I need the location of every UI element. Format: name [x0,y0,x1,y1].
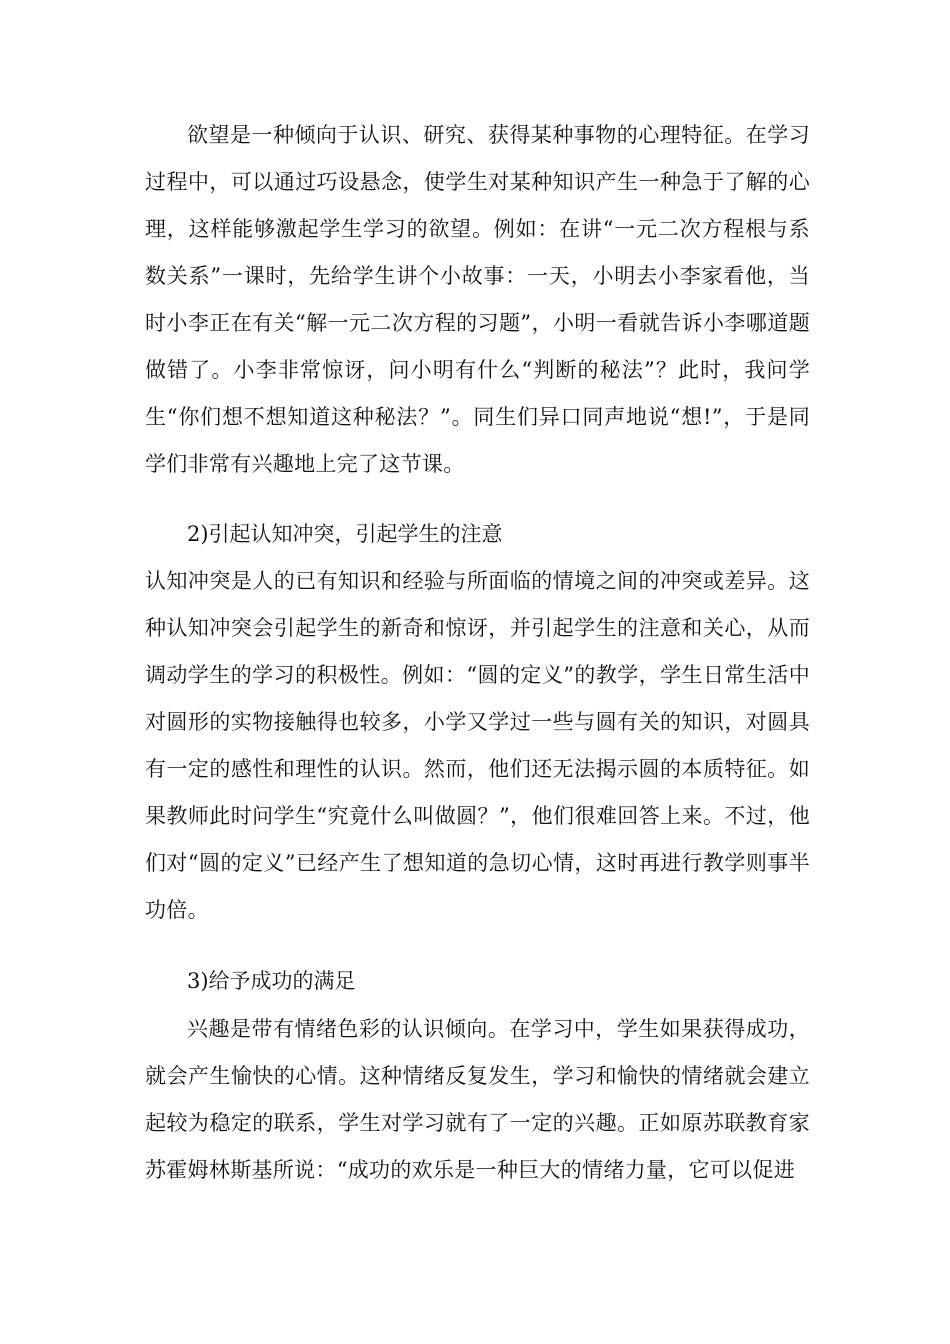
paragraph-text: 认知冲突是人的已有知识和经验与所面临的情境之间的冲突或差异。这种认知冲突会引起学生的新奇和惊讶，并引起学生的注意和关心，从而调动学生的学习的积极性。例如：“圆的定义”的教学，学生日常生活中对圆形的实物接触得也较多，小学又学过一些与圆有关的知识，对圆具有一定的感性和理性的认识。然而，他们还无法揭示圆的本质特征。如果教师此时问学生“究竟什么叫做圆？”，他们很难回答上来。不过，他们对“圆的定义”已经产生了想知道的急切心情，这时再进行教学则事半功倍。 [145,569,810,922]
paragraph-success [145,1006,810,1194]
paragraph-desire [145,112,810,488]
section-heading-cognitive-conflict: 2)引起认知冲突，引起学生的注意 [187,522,503,546]
paragraph-cognitive-conflict [145,558,810,934]
section-heading-success: 3)给予成功的满足 [187,969,356,993]
paragraph-text: 欲望是一种倾向于认识、研究、获得某种事物的心理特征。在学习过程中，可以通过巧设悬念，使学生对某种知识产生一种急于了解的心理，这样能够激起学生学习的欲望。例如：在讲“一元二次方程根与系数关系”一课时，先给学生讲个小故事：一天，小明去小李家看他，当时小李正在有关“解一元二次方程的习题”，小明一看就告诉小李哪道题做错了。小李非常惊讶，问小明有什么“判断的秘法”？此时，我问学生“你们想不想知道这种秘法？”。同生们异口同声地说“想!”，于是同学们非常有兴趣地上完了这节课。 [145,123,810,476]
paragraph-text: 兴趣是带有情绪色彩的认识倾向。在学习中，学生如果获得成功，就会产生愉快的心情。这种情绪反复发生，学习和愉快的情绪就会建立起较为稳定的联系，学生对学习就有了一定的兴趣。正如原苏联教育家苏霍姆林斯基所说：“成功的欢乐是一种巨大的情绪力量，它可以促进 [145,1017,810,1182]
